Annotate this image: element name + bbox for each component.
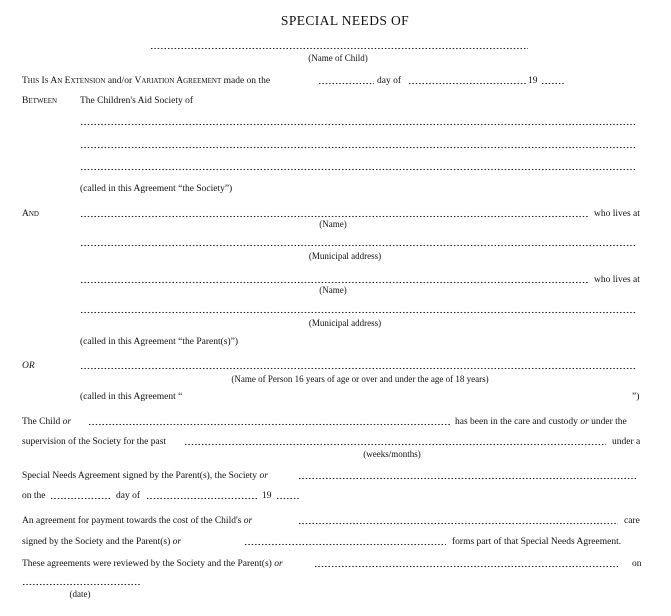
and-label: And <box>22 209 39 219</box>
sna-signed-label: Special Needs Agreement signed by the Parent(s), the Society <box>22 471 258 481</box>
between-label: Between <box>22 96 58 106</box>
intro-line <box>22 76 270 87</box>
child-name-line[interactable] <box>150 47 528 50</box>
signed-by-label: signed by the Society and the Parent(s) <box>22 537 171 547</box>
sna-signed-line[interactable] <box>298 477 636 480</box>
sna-day-of: day of <box>116 491 141 501</box>
name-caption-1: (Name) <box>319 219 347 229</box>
payment-text <box>22 516 252 527</box>
on-the-text: on the <box>22 491 46 501</box>
care-custody-b: under the <box>591 417 627 427</box>
or-word-1: or <box>62 417 72 427</box>
document-title: SPECIAL NEEDS OF <box>280 13 410 28</box>
intro-year: 19 <box>528 76 538 86</box>
society-of-text: The Children's Aid Society of <box>80 96 194 106</box>
date-caption: (date) <box>69 589 91 599</box>
made-on-text: made on the <box>221 76 271 86</box>
extension-label: This Is An Extension <box>22 76 106 86</box>
society-line-3[interactable] <box>80 168 636 171</box>
care-text: care <box>624 516 640 526</box>
made-on-year-line[interactable] <box>541 82 565 85</box>
made-on-month-line[interactable] <box>408 82 526 85</box>
period-line[interactable] <box>184 443 606 446</box>
sna-year-line[interactable] <box>276 497 300 500</box>
reviewed-line[interactable] <box>314 565 618 568</box>
parent1-address-line[interactable] <box>80 244 636 247</box>
sna-day-line[interactable] <box>50 497 112 500</box>
care-custody-text <box>455 417 627 428</box>
payment-label: An agreement for payment towards the cost of the Child's <box>22 516 242 526</box>
society-line-2[interactable] <box>80 146 636 149</box>
variation-label: Variation Agreement <box>134 76 222 86</box>
address-caption-2: (Municipal address) <box>308 318 382 328</box>
the-child-label: The Child <box>22 417 61 427</box>
or-word-6: or <box>274 559 283 569</box>
society-line-1[interactable] <box>80 123 636 126</box>
person-caption: (Name of Person 16 years of age or over and under the age of 18 years) <box>231 374 489 384</box>
payment-line[interactable] <box>298 522 618 525</box>
or-label: OR <box>22 361 35 371</box>
called-society-text: (called in this Agreement “the Society”) <box>80 184 233 194</box>
or-word-5: or <box>172 537 182 547</box>
name-caption-2: (Name) <box>319 285 347 295</box>
address-caption-1: (Municipal address) <box>308 251 382 261</box>
sna-year: 19 <box>262 491 272 501</box>
reviewed-label: These agreements were reviewed by the Society and the Parent(s) <box>22 559 272 569</box>
forms-part-text: forms part of that Special Needs Agreement. <box>452 537 622 547</box>
reviewed-text <box>22 559 283 570</box>
on-text: on <box>632 559 642 569</box>
under-a-text: under a <box>612 437 641 447</box>
parent2-address-line[interactable] <box>80 311 636 314</box>
who-lives-at-1: who lives at <box>594 209 640 219</box>
intro-day-of: day of <box>377 76 402 86</box>
the-child-text <box>22 417 71 428</box>
child-name-line[interactable] <box>88 423 450 426</box>
or-word-3: or <box>259 471 268 481</box>
called-person-close: ”) <box>632 392 640 402</box>
review-date-line[interactable] <box>22 583 140 586</box>
sna-month-line[interactable] <box>146 497 258 500</box>
or-word-4: or <box>243 516 253 526</box>
weeks-caption: (weeks/months) <box>363 449 421 459</box>
parent1-name-line[interactable] <box>80 215 588 218</box>
sna-signed-text <box>22 471 268 482</box>
who-lives-at-2: who lives at <box>594 275 640 285</box>
care-custody-a: has been in the care and custody <box>455 417 578 427</box>
name-of-child-caption: (Name of Child) <box>308 53 368 63</box>
called-parents-text: (called in this Agreement “the Parent(s)”) <box>80 337 239 347</box>
young-person-line[interactable] <box>80 367 636 370</box>
or-word-2: or <box>580 417 589 427</box>
and-or-text: and/or <box>105 76 135 86</box>
called-person-text: (called in this Agreement “ <box>80 392 183 402</box>
parent2-name-line[interactable] <box>80 281 588 284</box>
signed-by-line[interactable] <box>244 543 446 546</box>
made-on-day-line[interactable] <box>318 82 374 85</box>
signed-by-text <box>22 537 181 548</box>
supervision-text: supervision of the Society for the past <box>22 437 167 447</box>
